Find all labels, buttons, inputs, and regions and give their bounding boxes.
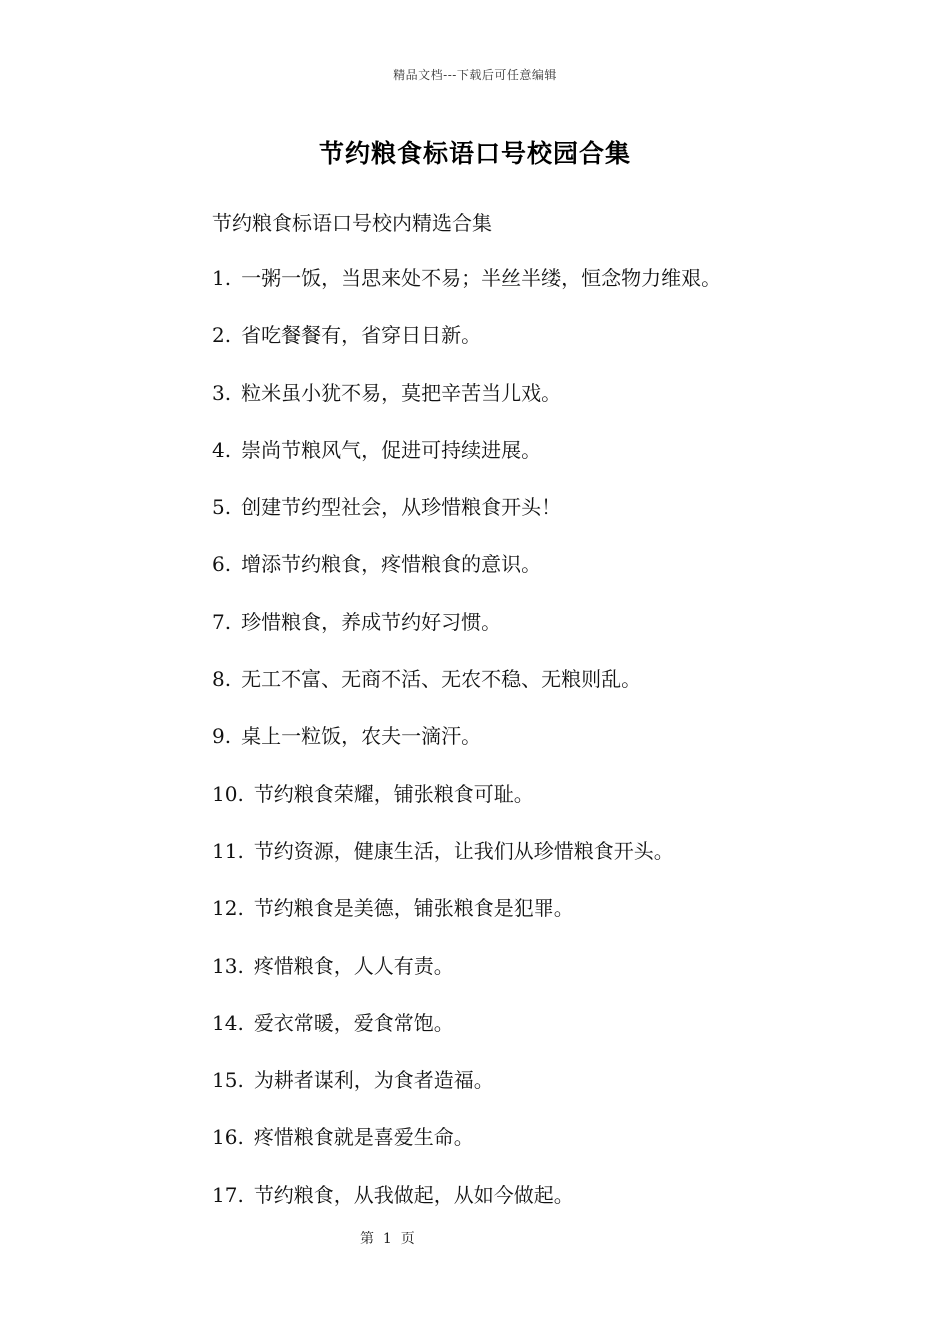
slogan-text: 省吃餐餐有，省穿日日新。 (241, 323, 482, 348)
slogan-text: 节约资源，健康生活，让我们从珍惜粮食开头。 (253, 838, 674, 863)
slogan-text: 疼惜粮食，人人有责。 (253, 953, 454, 978)
slogan-item (212, 264, 721, 321)
slogan-text: 无工不富、无商不活、无农不稳、无粮则乱。 (241, 667, 642, 692)
slogan-number: 6. (212, 552, 232, 577)
slogan-number: 17. (212, 1182, 244, 1207)
slogan-number: 9. (212, 724, 232, 749)
slogan-item (212, 379, 721, 436)
slogan-number: 14. (212, 1010, 244, 1035)
slogan-number: 10. (212, 781, 244, 806)
slogan-item (212, 780, 721, 837)
slogan-number: 11. (212, 838, 244, 863)
slogan-number: 8. (212, 667, 232, 692)
slogan-text: 爱衣常暖，爱食常饱。 (253, 1010, 454, 1035)
slogan-text: 增添节约粮食，疼惜粮食的意识。 (241, 552, 542, 577)
slogan-item (212, 1181, 721, 1238)
slogan-number: 1. (212, 266, 232, 290)
slogan-item (212, 321, 721, 378)
slogan-item (212, 436, 721, 493)
slogan-item (212, 722, 721, 779)
slogan-text: 一粥一饭，当思来处不易；半丝半缕，恒念物力维艰。 (241, 266, 722, 290)
slogan-item (212, 608, 721, 665)
slogan-text: 粒米虽小犹不易，莫把辛苦当儿戏。 (241, 380, 562, 405)
slogan-item (212, 894, 721, 951)
slogan-item (212, 550, 721, 607)
document-subtitle: 节约粮食标语口号校内精选合集 (212, 211, 492, 235)
slogan-item (212, 1066, 721, 1123)
slogan-list (212, 264, 721, 1238)
slogan-number: 3. (212, 380, 232, 405)
header-note: 精品文档---下载后可任意编辑 (393, 68, 557, 82)
slogan-text: 为耕者谋利，为食者造福。 (253, 1068, 494, 1093)
slogan-number: 2. (212, 323, 232, 348)
document-title: 节约粮食标语口号校园合集 (318, 139, 631, 168)
slogan-number: 16. (212, 1125, 244, 1150)
slogan-text: 崇尚节粮风气，促进可持续进展。 (241, 437, 542, 462)
slogan-text: 节约粮食是美德，铺张粮食是犯罪。 (253, 896, 574, 921)
slogan-item (212, 493, 721, 550)
slogan-text: 节约粮食，从我做起，从如今做起。 (253, 1182, 574, 1207)
slogan-number: 13. (212, 953, 244, 978)
slogan-text: 创建节约型社会，从珍惜粮食开头！ (241, 495, 562, 520)
slogan-number: 12. (212, 896, 244, 921)
slogan-number: 5. (212, 495, 232, 520)
slogan-text: 珍惜粮食，养成节约好习惯。 (241, 609, 502, 634)
slogan-text: 疼惜粮食就是喜爱生命。 (253, 1125, 474, 1150)
slogan-item (212, 952, 721, 1009)
slogan-item (212, 1123, 721, 1180)
slogan-number: 15. (212, 1068, 244, 1093)
slogan-text: 节约粮食荣耀，铺张粮食可耻。 (253, 781, 534, 806)
slogan-item (212, 837, 721, 894)
slogan-number: 7. (212, 609, 232, 634)
slogan-number: 4. (212, 437, 232, 462)
slogan-item (212, 1009, 721, 1066)
page-number-footer: 第 1 页 (360, 1231, 415, 1247)
slogan-text: 桌上一粒饭，农夫一滴汗。 (241, 724, 482, 749)
slogan-item (212, 665, 721, 722)
